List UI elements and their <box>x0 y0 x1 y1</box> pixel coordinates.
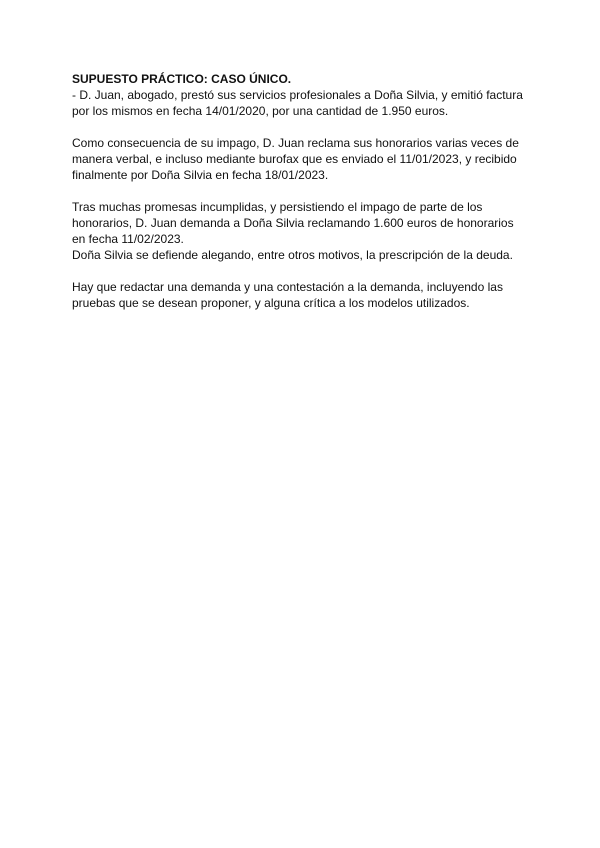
paragraph-line: honorarios, D. Juan demanda a Doña Silvia reclamando 1.600 euros de honorarios <box>72 216 514 230</box>
paragraph-line: Doña Silvia se defiende alegando, entre otros motivos, la prescripción de la deuda. <box>72 248 513 262</box>
paragraph-line: en fecha 11/02/2023. <box>72 232 184 246</box>
paragraph-line: por los mismos en fecha 14/01/2020, por una cantidad de 1.950 euros. <box>72 104 449 118</box>
paragraph-line: Tras muchas promesas incumplidas, y persistiendo el impago de parte de los <box>72 200 483 214</box>
paragraph-line: pruebas que se desean proponer, y alguna crítica a los modelos utilizados. <box>72 296 470 310</box>
paragraph-line: manera verbal, e incluso mediante burofax que es enviado el 11/01/2023, y recibido <box>72 152 517 166</box>
paragraph-spacer <box>72 183 532 199</box>
paragraph-claims <box>72 135 532 183</box>
paragraph-line: finalmente por Doña Silvia en fecha 18/01/2023. <box>72 168 329 182</box>
paragraph-task <box>72 279 532 311</box>
paragraph-spacer <box>72 119 532 135</box>
paragraph-lawsuit <box>72 199 532 263</box>
paragraph-line: Hay que redactar una demanda y una contestación a la demanda, incluyendo las <box>72 280 503 294</box>
paragraph-spacer <box>72 263 532 279</box>
paragraph-line: Como consecuencia de su impago, D. Juan reclama sus honorarios varias veces de <box>72 136 519 150</box>
document-title: SUPUESTO PRÁCTICO: CASO ÚNICO. <box>72 72 292 86</box>
document-body <box>72 71 532 311</box>
paragraph-line: - D. Juan, abogado, prestó sus servicios profesionales a Doña Silvia, y emitió factura <box>72 88 523 102</box>
paragraph-facts <box>72 87 532 119</box>
